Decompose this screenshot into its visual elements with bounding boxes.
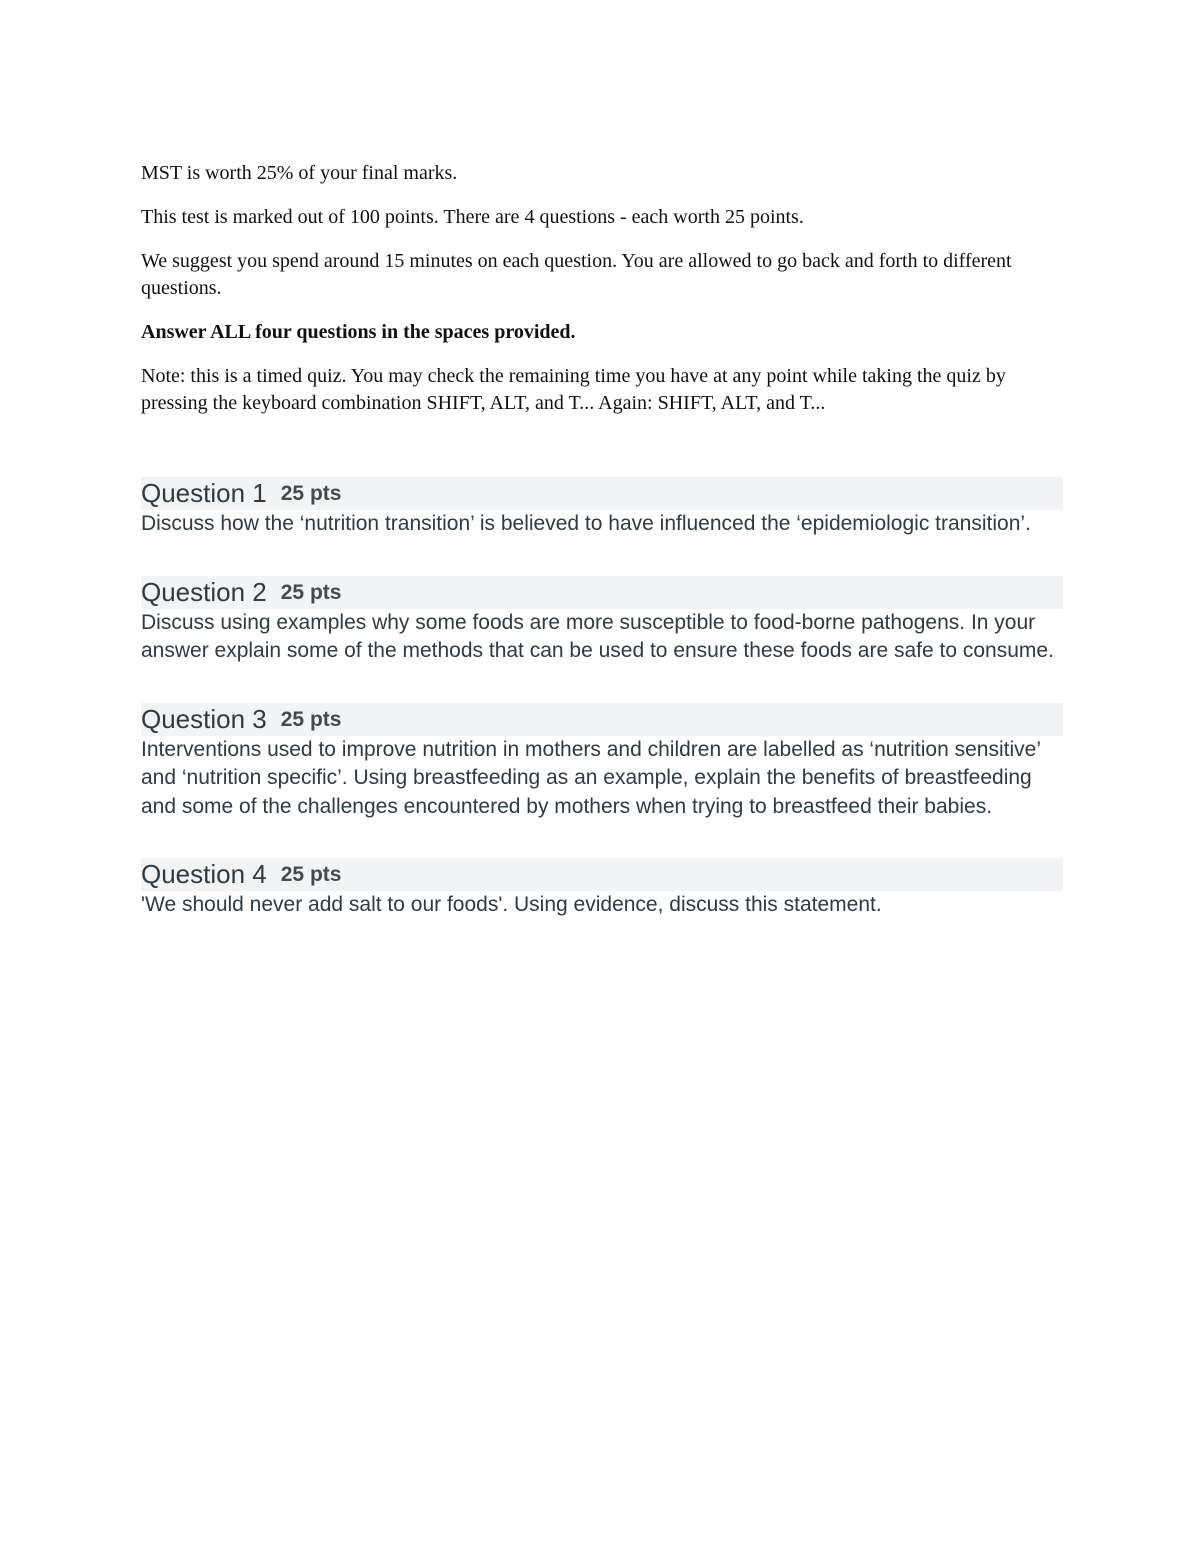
question-header bbox=[141, 576, 1063, 609]
weight-note: MST is worth 25% of your final marks. bbox=[141, 162, 458, 184]
question-1 bbox=[141, 477, 1063, 539]
marking-note: This test is marked out of 100 points. There are 4 questions - each worth 25 points. bbox=[141, 206, 804, 228]
question-points: 25 pts bbox=[280, 707, 342, 731]
quiz-page bbox=[141, 160, 1063, 957]
question-points: 25 pts bbox=[280, 580, 342, 604]
question-header bbox=[141, 477, 1063, 510]
question-title: Question 2 bbox=[141, 576, 267, 607]
question-text: Discuss how the ‘nutrition transition’ is believed to have influenced the ‘epidemiologic transition’. bbox=[141, 512, 1031, 535]
time-suggestion: We suggest you spend around 15 minutes on each question. You are allowed to go back and forth to different questions. bbox=[141, 250, 1012, 299]
question-text: 'We should never add salt to our foods'. Using evidence, discuss this statement. bbox=[141, 893, 882, 916]
question-points: 25 pts bbox=[280, 482, 342, 505]
quiz-instructions bbox=[141, 160, 1063, 417]
question-points: 25 pts bbox=[280, 863, 342, 886]
question-header bbox=[141, 858, 1063, 891]
question-title: Question 1 bbox=[141, 478, 267, 508]
question-list bbox=[141, 477, 1063, 920]
question-text: Interventions used to improve nutrition in mothers and children are labelled as ‘nutrition sensitive’ and ‘nutrition specific’. Using breastfeeding as an example, explain the benefits of breastfeeding and some of the challenges encountered by mothers when trying to breastfeed their babies. bbox=[141, 737, 1041, 818]
question-2 bbox=[141, 576, 1063, 666]
question-4 bbox=[141, 858, 1063, 920]
answer-all-instruction: Answer ALL four questions in the spaces provided. bbox=[141, 321, 576, 343]
question-header bbox=[141, 703, 1063, 736]
question-3 bbox=[141, 703, 1063, 822]
question-text: Discuss using examples why some foods are more susceptible to food-borne pathogens. In your answer explain some of the methods that can be used to ensure these foods are safe to consume. bbox=[141, 610, 1054, 662]
question-title: Question 4 bbox=[141, 859, 267, 889]
question-title: Question 3 bbox=[141, 703, 267, 734]
timed-quiz-note: Note: this is a timed quiz. You may check the remaining time you have at any point while taking the quiz by pressing the keyboard combination SHIFT, ALT, and T... Again: SHIFT, ALT, and T... bbox=[141, 365, 1006, 414]
